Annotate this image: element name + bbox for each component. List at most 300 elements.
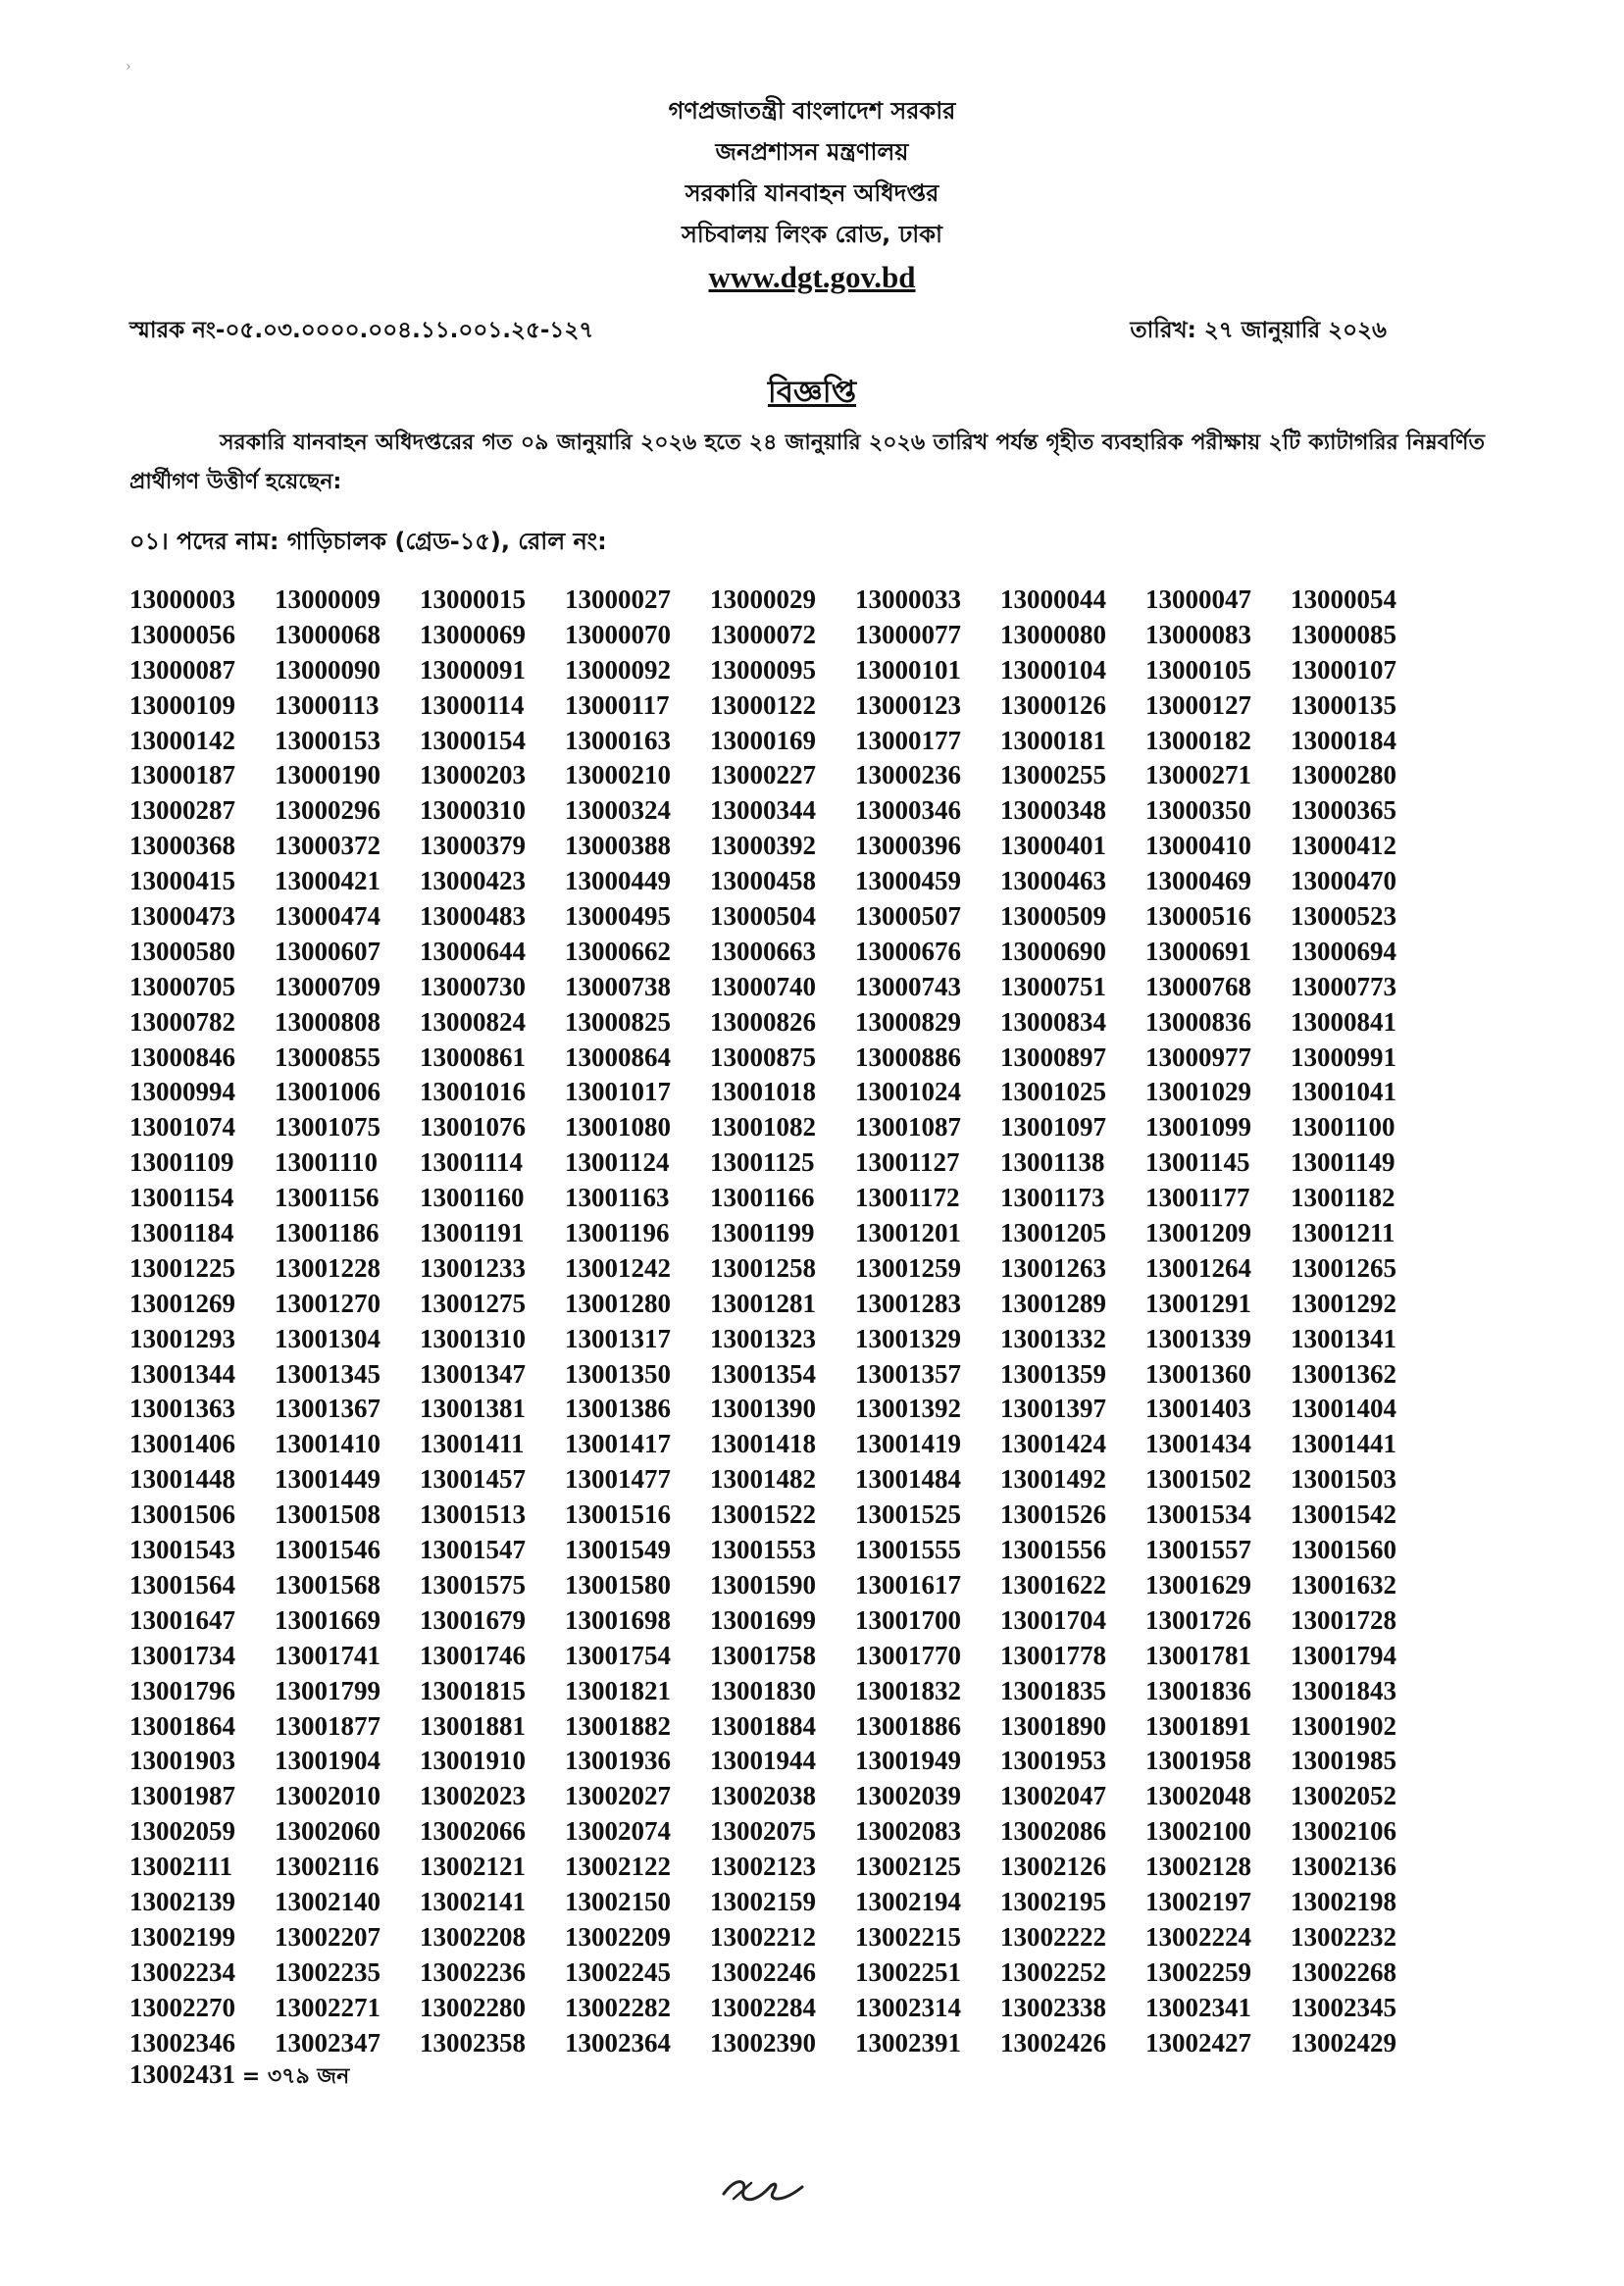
roll-number: 13002139 bbox=[129, 1886, 235, 1916]
roll-number: 13000855 bbox=[275, 1041, 381, 1072]
roll-number: 13001843 bbox=[1291, 1675, 1396, 1705]
roll-number: 13002282 bbox=[565, 1992, 671, 2022]
roll-number: 13000864 bbox=[565, 1041, 671, 1072]
roll-number: 13001525 bbox=[855, 1499, 961, 1530]
roll-number: 13000072 bbox=[710, 619, 816, 649]
roll-number: 13002341 bbox=[1145, 1992, 1251, 2022]
roll-number: 13001728 bbox=[1291, 1604, 1396, 1635]
roll-number: 13001448 bbox=[129, 1464, 235, 1495]
roll-number: 13000782 bbox=[129, 1006, 235, 1037]
roll-number: 13002075 bbox=[710, 1816, 816, 1847]
roll-number: 13000091 bbox=[420, 654, 526, 685]
roll-number: 13001502 bbox=[1145, 1464, 1251, 1495]
roll-number: 13001622 bbox=[1000, 1569, 1106, 1600]
roll-number: 13002123 bbox=[710, 1852, 816, 1882]
roll-number: 13002222 bbox=[1000, 1921, 1106, 1952]
roll-number: 13000388 bbox=[565, 831, 671, 861]
roll-number: 13002284 bbox=[710, 1992, 816, 2022]
roll-number: 13001345 bbox=[275, 1358, 381, 1389]
roll-number: 13000154 bbox=[420, 725, 526, 755]
roll-number: 13002346 bbox=[129, 2027, 235, 2057]
last-roll-number: 13002431 bbox=[129, 2059, 235, 2089]
roll-number: 13002116 bbox=[275, 1852, 380, 1882]
roll-number: 13000169 bbox=[710, 725, 816, 755]
roll-number: 13000142 bbox=[129, 725, 235, 755]
roll-number: 13000470 bbox=[1291, 866, 1396, 896]
roll-number: 13000029 bbox=[710, 584, 816, 614]
roll-number: 13000077 bbox=[855, 619, 961, 649]
roll-number: 13001835 bbox=[1000, 1675, 1106, 1705]
roll-number: 13001149 bbox=[1291, 1147, 1396, 1178]
address: সচিবালয় লিংক রোড, ঢাকা bbox=[682, 221, 942, 248]
roll-number: 13002364 bbox=[565, 2027, 671, 2057]
roll-number: 13000187 bbox=[129, 760, 235, 790]
roll-number: 13001406 bbox=[129, 1429, 235, 1459]
roll-number: 13001836 bbox=[1145, 1675, 1251, 1705]
roll-number: 13002390 bbox=[710, 2027, 816, 2057]
roll-number: 13001936 bbox=[565, 1746, 671, 1776]
post-heading: ০১। পদের নাম: গাড়িচালক (গ্রেড-১৫), রোল নং: bbox=[129, 528, 607, 555]
roll-number: 13001199 bbox=[710, 1218, 815, 1248]
roll-number: 13001411 bbox=[420, 1429, 525, 1459]
roll-number: 13001482 bbox=[710, 1464, 816, 1495]
roll-number: 13002215 bbox=[855, 1921, 961, 1952]
roll-number: 13000105 bbox=[1145, 654, 1251, 685]
roll-number: 13000516 bbox=[1145, 901, 1251, 932]
roll-number: 13002083 bbox=[855, 1816, 961, 1847]
roll-number: 13000458 bbox=[710, 866, 816, 896]
roll-number: 13001754 bbox=[565, 1640, 671, 1670]
roll-number: 13000163 bbox=[565, 725, 671, 755]
roll-number: 13002232 bbox=[1291, 1921, 1396, 1952]
roll-number: 13000495 bbox=[565, 901, 671, 932]
roll-number: 13002207 bbox=[275, 1921, 381, 1952]
roll-number: 13001350 bbox=[565, 1358, 671, 1389]
roll-number: 13001074 bbox=[129, 1112, 235, 1143]
roll-number: 13000826 bbox=[710, 1006, 816, 1037]
roll-number: 13002141 bbox=[420, 1886, 526, 1916]
roll-number: 13001166 bbox=[710, 1183, 815, 1213]
roll-number: 13001359 bbox=[1000, 1358, 1106, 1389]
roll-number: 13002358 bbox=[420, 2027, 526, 2057]
roll-number: 13002235 bbox=[275, 1956, 381, 1987]
total-count: = ৩৭৯ জন bbox=[241, 2064, 350, 2089]
roll-number: 13000824 bbox=[420, 1006, 526, 1037]
roll-number: 13001549 bbox=[565, 1535, 671, 1565]
notice-intro: সরকারি যানবাহন অধিদপ্তরের গত ০৯ জানুয়ারি ২০২৬ হতে ২৪ জানুয়ারি ২০২৬ তারিখ পর্যন্ত গৃহীত ব্যবহারিক পরীক্ষায় ২টি ক্যাটাগরির নিম্নবর্ণিত প্রার্থীগণ উত্তীর্ণ হয়েছেন: bbox=[129, 431, 1485, 494]
roll-number: 13002236 bbox=[420, 1956, 526, 1987]
roll-number: 13002251 bbox=[855, 1956, 961, 1987]
roll-number: 13001173 bbox=[1000, 1183, 1105, 1213]
roll-number: 13000056 bbox=[129, 619, 235, 649]
total-line bbox=[129, 2059, 349, 2096]
roll-number: 13001182 bbox=[1291, 1183, 1396, 1213]
roll-number: 13001564 bbox=[129, 1569, 235, 1600]
roll-number: 13001233 bbox=[420, 1252, 526, 1283]
roll-number: 13000740 bbox=[710, 971, 816, 1001]
roll-number: 13001281 bbox=[710, 1288, 816, 1318]
roll-number: 13001263 bbox=[1000, 1252, 1106, 1283]
roll-number: 13001902 bbox=[1291, 1710, 1396, 1741]
roll-number: 13001138 bbox=[1000, 1147, 1105, 1178]
roll-number: 13002426 bbox=[1000, 2027, 1106, 2057]
roll-number: 13001492 bbox=[1000, 1464, 1106, 1495]
roll-number: 13001041 bbox=[1291, 1077, 1396, 1107]
roll-number: 13000768 bbox=[1145, 971, 1251, 1001]
roll-number: 13002059 bbox=[129, 1816, 235, 1847]
roll-number: 13002121 bbox=[420, 1852, 526, 1882]
roll-number: 13001449 bbox=[275, 1464, 381, 1495]
roll-number: 13000836 bbox=[1145, 1006, 1251, 1037]
department-name: সরকারি যানবাহন অধিদপ্তর bbox=[685, 179, 939, 207]
roll-number: 13001503 bbox=[1291, 1464, 1396, 1495]
roll-number: 13001629 bbox=[1145, 1569, 1251, 1600]
roll-number: 13001329 bbox=[855, 1323, 961, 1353]
roll-number: 13001109 bbox=[129, 1147, 234, 1178]
letterhead bbox=[0, 90, 1624, 300]
roll-number: 13001099 bbox=[1145, 1112, 1251, 1143]
roll-number: 13001556 bbox=[1000, 1535, 1106, 1565]
roll-number: 13000113 bbox=[275, 689, 380, 720]
roll-number: 13001205 bbox=[1000, 1218, 1106, 1248]
roll-number: 13001110 bbox=[275, 1147, 379, 1178]
roll-number: 13000127 bbox=[1145, 689, 1251, 720]
roll-number: 13001339 bbox=[1145, 1323, 1251, 1353]
roll-number: 13000135 bbox=[1291, 689, 1396, 720]
roll-number: 13000459 bbox=[855, 866, 961, 896]
roll-number: 13000861 bbox=[420, 1041, 526, 1072]
roll-number: 13000203 bbox=[420, 760, 526, 790]
roll-number: 13001522 bbox=[710, 1499, 816, 1530]
roll-number: 13001890 bbox=[1000, 1710, 1106, 1741]
roll-number: 13002023 bbox=[420, 1781, 526, 1811]
roll-number: 13000123 bbox=[855, 689, 961, 720]
roll-number: 13000483 bbox=[420, 901, 526, 932]
roll-number: 13000104 bbox=[1000, 654, 1106, 685]
roll-number: 13001441 bbox=[1291, 1429, 1396, 1459]
roll-number: 13001392 bbox=[855, 1394, 961, 1424]
roll-number: 13001362 bbox=[1291, 1358, 1396, 1389]
roll-number: 13001006 bbox=[275, 1077, 381, 1107]
roll-number: 13002066 bbox=[420, 1816, 526, 1847]
roll-number: 13001726 bbox=[1145, 1604, 1251, 1635]
roll-number: 13000580 bbox=[129, 936, 235, 966]
roll-number: 13002038 bbox=[710, 1781, 816, 1811]
roll-number: 13000463 bbox=[1000, 866, 1106, 896]
roll-number: 13000153 bbox=[275, 725, 381, 755]
roll-number: 13001184 bbox=[129, 1218, 234, 1248]
roll-number: 13001317 bbox=[565, 1323, 671, 1353]
roll-number: 13001903 bbox=[129, 1746, 235, 1776]
roll-number: 13001196 bbox=[565, 1218, 670, 1248]
roll-number: 13000033 bbox=[855, 584, 961, 614]
roll-number: 13001344 bbox=[129, 1358, 235, 1389]
roll-number: 13000310 bbox=[420, 795, 526, 826]
roll-number: 13002234 bbox=[129, 1956, 235, 1987]
roll-number: 13000054 bbox=[1291, 584, 1396, 614]
roll-number: 13000087 bbox=[129, 654, 235, 685]
roll-number: 13001741 bbox=[275, 1640, 381, 1670]
roll-number: 13001381 bbox=[420, 1394, 526, 1424]
roll-number: 13002347 bbox=[275, 2027, 381, 2057]
roll-number: 13000114 bbox=[420, 689, 525, 720]
roll-number: 13000897 bbox=[1000, 1041, 1106, 1072]
roll-number: 13000372 bbox=[275, 831, 381, 861]
roll-number: 13001225 bbox=[129, 1252, 235, 1283]
roll-number: 13000994 bbox=[129, 1077, 235, 1107]
roll-number: 13001145 bbox=[1145, 1147, 1250, 1178]
roll-number: 13001477 bbox=[565, 1464, 671, 1495]
roll-number: 13000085 bbox=[1291, 619, 1396, 649]
roll-number: 13000507 bbox=[855, 901, 961, 932]
roll-number: 13002245 bbox=[565, 1956, 671, 1987]
roll-number: 13000107 bbox=[1291, 654, 1396, 685]
roll-number: 13001669 bbox=[275, 1604, 381, 1635]
roll-number: 13001265 bbox=[1291, 1252, 1396, 1283]
roll-number: 13001363 bbox=[129, 1394, 235, 1424]
roll-number: 13001289 bbox=[1000, 1288, 1106, 1318]
roll-number: 13001953 bbox=[1000, 1746, 1106, 1776]
roll-number: 13001024 bbox=[855, 1077, 961, 1107]
signature-icon bbox=[714, 2150, 832, 2218]
roll-number: 13002212 bbox=[710, 1921, 816, 1952]
roll-number: 13001114 bbox=[420, 1147, 524, 1178]
roll-number: 13001075 bbox=[275, 1112, 381, 1143]
roll-number: 13000523 bbox=[1291, 901, 1396, 932]
roll-number: 13001029 bbox=[1145, 1077, 1251, 1107]
roll-number: 13000694 bbox=[1291, 936, 1396, 966]
roll-number: 13000122 bbox=[710, 689, 816, 720]
roll-number: 13002039 bbox=[855, 1781, 961, 1811]
roll-number: 13001018 bbox=[710, 1077, 816, 1107]
roll-number: 13001357 bbox=[855, 1358, 961, 1389]
ministry-name: জনপ্রশাসন মন্ত্রণালয় bbox=[715, 138, 909, 166]
roll-number: 13000846 bbox=[129, 1041, 235, 1072]
roll-number: 13002194 bbox=[855, 1886, 961, 1916]
roll-number: 13000365 bbox=[1291, 795, 1396, 826]
roll-number: 13000379 bbox=[420, 831, 526, 861]
roll-number: 13001410 bbox=[275, 1429, 381, 1459]
roll-number: 13000691 bbox=[1145, 936, 1251, 966]
roll-number: 13002159 bbox=[710, 1886, 816, 1916]
roll-number: 13000324 bbox=[565, 795, 671, 826]
roll-number: 13000296 bbox=[275, 795, 381, 826]
roll-number: 13000177 bbox=[855, 725, 961, 755]
roll-number: 13000080 bbox=[1000, 619, 1106, 649]
roll-number: 13000738 bbox=[565, 971, 671, 1001]
roll-number: 13000396 bbox=[855, 831, 961, 861]
roll-number: 13000977 bbox=[1145, 1041, 1251, 1072]
roll-number: 13001985 bbox=[1291, 1746, 1396, 1776]
roll-number: 13001082 bbox=[710, 1112, 816, 1143]
roll-number: 13001304 bbox=[275, 1323, 381, 1353]
roll-number: 13000841 bbox=[1291, 1006, 1396, 1037]
roll-number: 13001882 bbox=[565, 1710, 671, 1741]
roll-number: 13001881 bbox=[420, 1710, 526, 1741]
roll-number: 13000090 bbox=[275, 654, 381, 685]
roll-number: 13002136 bbox=[1291, 1852, 1396, 1882]
roll-number: 13001704 bbox=[1000, 1604, 1106, 1635]
roll-number: 13001163 bbox=[565, 1183, 670, 1213]
roll-number: 13001341 bbox=[1291, 1323, 1396, 1353]
roll-number: 13001770 bbox=[855, 1640, 961, 1670]
roll-number: 13000392 bbox=[710, 831, 816, 861]
roll-number: 13002128 bbox=[1145, 1852, 1251, 1882]
roll-number: 13001949 bbox=[855, 1746, 961, 1776]
roll-number: 13001700 bbox=[855, 1604, 961, 1635]
roll-number: 13001799 bbox=[275, 1675, 381, 1705]
roll-number: 13000210 bbox=[565, 760, 671, 790]
roll-number: 13001886 bbox=[855, 1710, 961, 1741]
roll-number: 13000182 bbox=[1145, 725, 1251, 755]
roll-number: 13000509 bbox=[1000, 901, 1106, 932]
roll-number: 13001087 bbox=[855, 1112, 961, 1143]
govt-name: গণপ্রজাতন্ত্রী বাংলাদেশ সরকার bbox=[668, 97, 956, 125]
roll-number: 13002209 bbox=[565, 1921, 671, 1952]
roll-number: 13002314 bbox=[855, 1992, 961, 2022]
roll-number: 13001553 bbox=[710, 1535, 816, 1565]
roll-number: 13000044 bbox=[1000, 584, 1106, 614]
roll-number: 13001891 bbox=[1145, 1710, 1251, 1741]
roll-number: 13000415 bbox=[129, 866, 235, 896]
roll-number: 13001403 bbox=[1145, 1394, 1251, 1424]
roll-number: 13001632 bbox=[1291, 1569, 1396, 1600]
roll-number: 13001546 bbox=[275, 1535, 381, 1565]
roll-number: 13001821 bbox=[565, 1675, 671, 1705]
roll-number: 13000255 bbox=[1000, 760, 1106, 790]
roll-number: 13001076 bbox=[420, 1112, 526, 1143]
roll-number: 13000126 bbox=[1000, 689, 1106, 720]
roll-number: 13000027 bbox=[565, 584, 671, 614]
roll-number: 13001758 bbox=[710, 1640, 816, 1670]
roll-number: 13000070 bbox=[565, 619, 671, 649]
roll-number: 13001390 bbox=[710, 1394, 816, 1424]
roll-number: 13002268 bbox=[1291, 1956, 1396, 1987]
roll-number: 13002197 bbox=[1145, 1886, 1251, 1916]
roll-number: 13001017 bbox=[565, 1077, 671, 1107]
roll-number: 13002246 bbox=[710, 1956, 816, 1987]
roll-number: 13001097 bbox=[1000, 1112, 1106, 1143]
roll-number: 13000773 bbox=[1291, 971, 1396, 1001]
memo-date: তারিখ: ২৭ জানুয়ারি ২০২৬ bbox=[1130, 318, 1387, 343]
roll-number: 13001100 bbox=[1291, 1112, 1396, 1143]
roll-number: 13001160 bbox=[420, 1183, 525, 1213]
roll-number: 13000449 bbox=[565, 866, 671, 896]
roll-number: 13001434 bbox=[1145, 1429, 1251, 1459]
roll-number: 13000095 bbox=[710, 654, 816, 685]
roll-number: 13000181 bbox=[1000, 725, 1106, 755]
roll-number: 13001910 bbox=[420, 1746, 526, 1776]
roll-number: 13000227 bbox=[710, 760, 816, 790]
website-link[interactable]: www.dgt.gov.bd bbox=[708, 260, 916, 294]
roll-number: 13000069 bbox=[420, 619, 526, 649]
roll-number: 13001557 bbox=[1145, 1535, 1251, 1565]
roll-number: 13001211 bbox=[1291, 1218, 1396, 1248]
roll-number: 13002252 bbox=[1000, 1956, 1106, 1987]
roll-number: 13001877 bbox=[275, 1710, 381, 1741]
roll-number: 13001864 bbox=[129, 1710, 235, 1741]
roll-number: 13002027 bbox=[565, 1781, 671, 1811]
roll-number: 13002195 bbox=[1000, 1886, 1106, 1916]
roll-number: 13001944 bbox=[710, 1746, 816, 1776]
roll-number: 13001815 bbox=[420, 1675, 526, 1705]
roll-number: 13002429 bbox=[1291, 2027, 1396, 2057]
roll-number: 13002048 bbox=[1145, 1781, 1251, 1811]
roll-number: 13001386 bbox=[565, 1394, 671, 1424]
roll-number: 13001354 bbox=[710, 1358, 816, 1389]
roll-number: 13000101 bbox=[855, 654, 961, 685]
roll-number: 13000117 bbox=[565, 689, 670, 720]
roll-number: 13001397 bbox=[1000, 1394, 1106, 1424]
roll-number: 13001568 bbox=[275, 1569, 381, 1600]
roll-number: 13001506 bbox=[129, 1499, 235, 1530]
scan-mark: › bbox=[126, 59, 131, 75]
roll-number: 13000350 bbox=[1145, 795, 1251, 826]
roll-number: 13001367 bbox=[275, 1394, 381, 1424]
roll-number: 13001417 bbox=[565, 1429, 671, 1459]
roll-number: 13000825 bbox=[565, 1006, 671, 1037]
roll-number: 13000875 bbox=[710, 1041, 816, 1072]
roll-number: 13001127 bbox=[855, 1147, 960, 1178]
roll-number: 13002198 bbox=[1291, 1886, 1396, 1916]
memo-number: স্মারক নং-০৫.০৩.০০০০.০০৪.১১.০০১.২৫-১২৭ bbox=[129, 318, 594, 343]
roll-number: 13000829 bbox=[855, 1006, 961, 1037]
roll-number: 13001734 bbox=[129, 1640, 235, 1670]
roll-number: 13001560 bbox=[1291, 1535, 1396, 1565]
roll-number: 13000015 bbox=[420, 584, 526, 614]
roll-number: 13000730 bbox=[420, 971, 526, 1001]
roll-number: 13000663 bbox=[710, 936, 816, 966]
roll-number: 13002125 bbox=[855, 1852, 961, 1882]
roll-number: 13000504 bbox=[710, 901, 816, 932]
roll-number: 13002224 bbox=[1145, 1921, 1251, 1952]
roll-number: 13001699 bbox=[710, 1604, 816, 1635]
roll-number: 13001124 bbox=[565, 1147, 670, 1178]
roll-number: 13001580 bbox=[565, 1569, 671, 1600]
roll-number: 13000421 bbox=[275, 866, 381, 896]
roll-number: 13001647 bbox=[129, 1604, 235, 1635]
memo-row bbox=[129, 312, 1387, 350]
roll-number: 13001125 bbox=[710, 1147, 815, 1178]
roll-number: 13002086 bbox=[1000, 1816, 1106, 1847]
roll-number: 13001172 bbox=[855, 1183, 960, 1213]
roll-number: 13000190 bbox=[275, 760, 381, 790]
roll-number: 13000410 bbox=[1145, 831, 1251, 861]
roll-number: 13002208 bbox=[420, 1921, 526, 1952]
roll-number: 13000743 bbox=[855, 971, 961, 1001]
roll-number: 13000834 bbox=[1000, 1006, 1106, 1037]
roll-number: 13001293 bbox=[129, 1323, 235, 1353]
roll-number: 13001526 bbox=[1000, 1499, 1106, 1530]
roll-number: 13001269 bbox=[129, 1288, 235, 1318]
roll-number: 13001781 bbox=[1145, 1640, 1251, 1670]
roll-number: 13001258 bbox=[710, 1252, 816, 1283]
roll-number: 13000092 bbox=[565, 654, 671, 685]
roll-number: 13000690 bbox=[1000, 936, 1106, 966]
roll-number: 13001280 bbox=[565, 1288, 671, 1318]
roll-number: 13000991 bbox=[1291, 1041, 1396, 1072]
roll-number: 13001418 bbox=[710, 1429, 816, 1459]
roll-number: 13001291 bbox=[1145, 1288, 1251, 1318]
roll-number: 13002126 bbox=[1000, 1852, 1106, 1882]
roll-number-grid bbox=[129, 583, 1434, 2060]
roll-number: 13001080 bbox=[565, 1112, 671, 1143]
roll-number: 13001832 bbox=[855, 1675, 961, 1705]
roll-number: 13001264 bbox=[1145, 1252, 1251, 1283]
roll-number: 13000473 bbox=[129, 901, 235, 932]
notice-title-text: বিজ্ঞপ্তি bbox=[767, 375, 857, 410]
roll-number: 13000474 bbox=[275, 901, 381, 932]
